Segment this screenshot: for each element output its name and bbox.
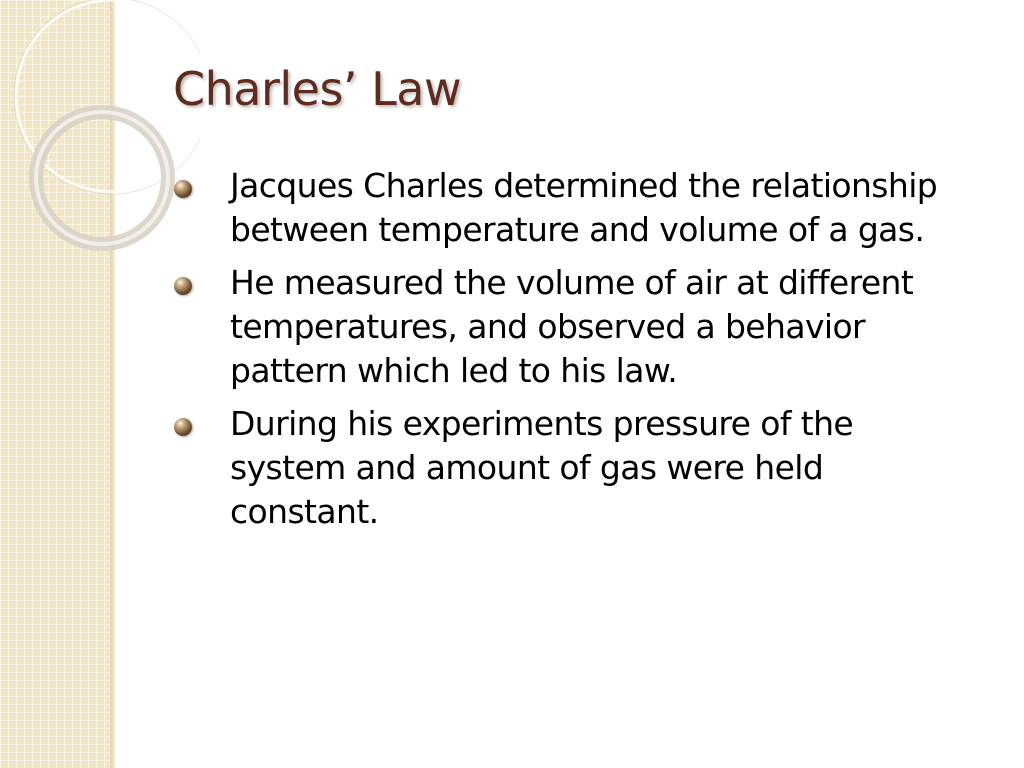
bullet-text: Jacques Charles determined the relationship between temperature and volume of a gas. [230, 166, 938, 249]
bullet-list [172, 164, 972, 543]
bullet-sphere-icon [174, 418, 192, 436]
bullet-item [172, 402, 972, 534]
bullet-item [172, 164, 972, 252]
bullet-item [172, 261, 972, 393]
slide-title: Charles’ Law [173, 62, 462, 116]
decorative-rings-icon [0, 0, 200, 260]
bullet-text: During his experiments pressure of the system and amount of gas were held constant. [230, 404, 854, 531]
bullet-sphere-icon [174, 180, 192, 198]
bullet-sphere-icon [174, 277, 192, 295]
bullet-text: He measured the volume of air at different temperatures, and observed a behavior pattern which led to his law. [230, 263, 914, 390]
